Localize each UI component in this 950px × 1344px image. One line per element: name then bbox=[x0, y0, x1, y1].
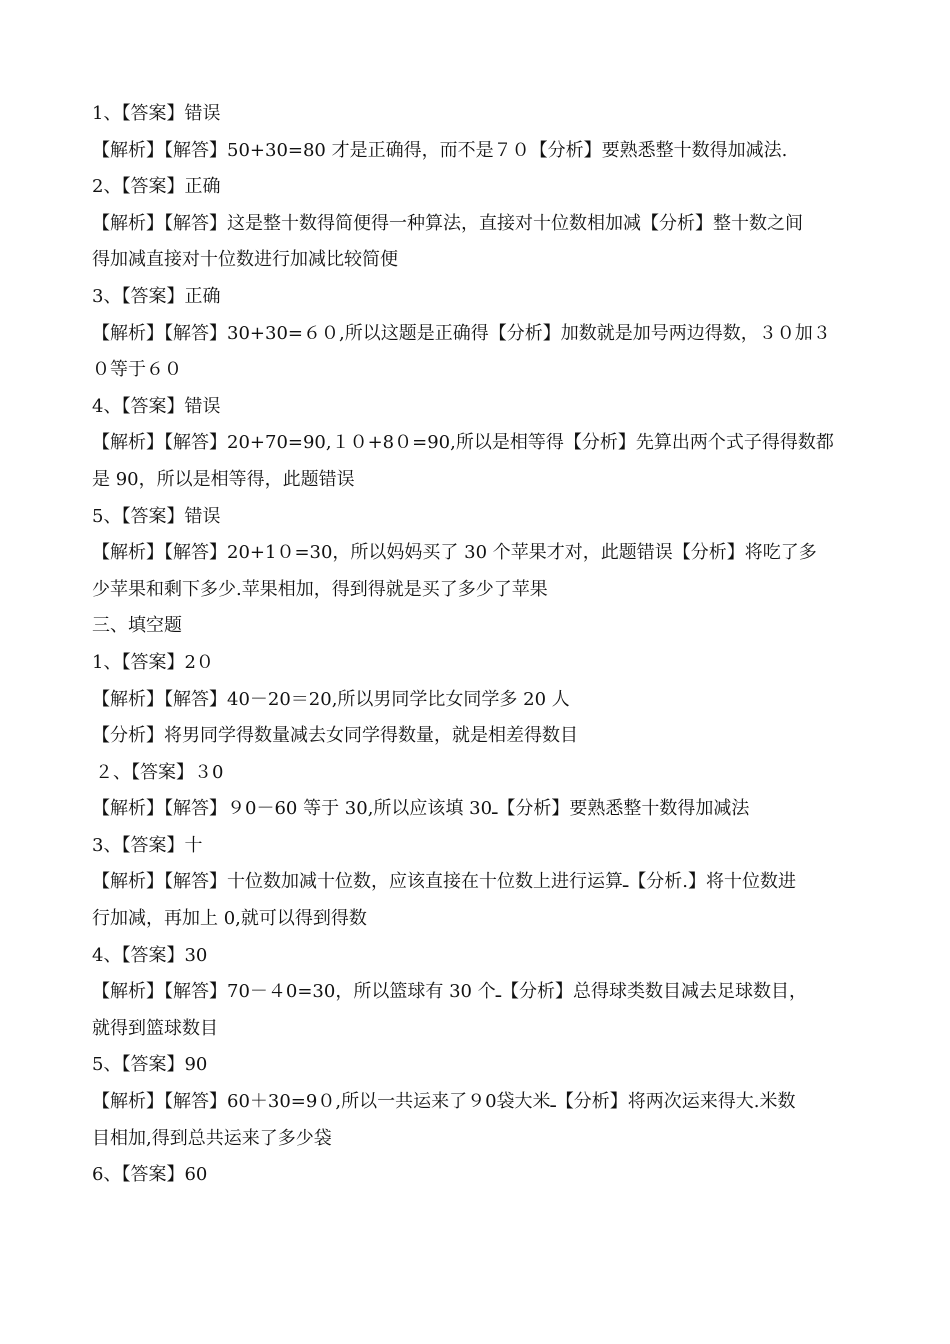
explanation-line: 【解析】【解答】这是整十数得简便得一种算法，直接对十位数相加减【分析】整十数之间 bbox=[92, 212, 803, 234]
explanation-line: 【解析】【解答】30+30=６０,所以这题是正确得【分析】加数就是加号两边得数，３０加３ bbox=[92, 322, 831, 344]
answer-line: 1、【答案】2０ bbox=[92, 651, 214, 673]
explanation-line: 少苹果和剩下多少.苹果相加，得到得就是买了多少了苹果 bbox=[92, 578, 548, 600]
answer-line: 6、【答案】60 bbox=[92, 1164, 208, 1186]
explanation-line: 目相加,得到总共运来了多少袋 bbox=[92, 1127, 332, 1149]
answer-line: 3、【答案】十 bbox=[92, 834, 203, 856]
explanation-line: 【解析】【解答】十位数加减十位数，应该直接在十位数上进行运算ـ【分析.】将十位数进 bbox=[92, 871, 797, 893]
explanation-line: 【解析】【解答】70－４0=30，所以篮球有 30 个ـ【分析】总得球类数目减去足球数目， bbox=[92, 981, 807, 1003]
explanation-line: 【解析】【解答】40－20＝20,所以男同学比女同学多 20 人 bbox=[92, 688, 570, 710]
answer-line: 4、【答案】30 bbox=[92, 944, 208, 966]
answer-line: 5、【答案】错误 bbox=[92, 505, 221, 527]
explanation-line: 行加减，再加上 0,就可以得到得数 bbox=[92, 908, 367, 930]
explanation-line: 【解析】【解答】50+30=80 才是正确得，而不是７０【分析】要熟悉整十数得加减法. bbox=[92, 139, 788, 161]
analysis-line: 【分析】将男同学得数量减去女同学得数量，就是相差得数目 bbox=[92, 725, 578, 747]
explanation-line: 是 90，所以是相等得，此题错误 bbox=[92, 468, 355, 490]
explanation-line: 【解析】【解答】９0－60 等于 30,所以应该填 30ـ【分析】要熟悉整十数得加减法 bbox=[92, 798, 750, 820]
explanation-line: 【解析】【解答】60＋30=9０,所以一共运来了９0袋大米ـ【分析】将两次运来得大.米数 bbox=[92, 1091, 796, 1113]
answer-line: 5、【答案】90 bbox=[92, 1054, 208, 1076]
answer-line: 2、【答案】正确 bbox=[92, 176, 221, 198]
document-page bbox=[92, 96, 864, 1194]
answer-line: ２、【答案】３0 bbox=[95, 761, 224, 783]
explanation-line: ０等于６０ bbox=[92, 359, 182, 381]
explanation-line: 得加减直接对十位数进行加减比较简便 bbox=[92, 249, 398, 271]
section-heading: 三、填空题 bbox=[92, 615, 182, 637]
explanation-line: 就得到篮球数目 bbox=[92, 1017, 218, 1039]
answer-line: 4、【答案】错误 bbox=[92, 395, 221, 417]
answer-line: 3、【答案】正确 bbox=[92, 285, 221, 307]
answer-line: 1、【答案】错误 bbox=[92, 103, 221, 124]
explanation-line: 【解析】【解答】20+70=90,１０+8０=90,所以是相等得【分析】先算出两个式子得得数都 bbox=[92, 432, 834, 454]
explanation-line: 【解析】【解答】20+1０=30，所以妈妈买了 30 个苹果才对，此题错误【分析】将吃了多 bbox=[92, 542, 817, 564]
